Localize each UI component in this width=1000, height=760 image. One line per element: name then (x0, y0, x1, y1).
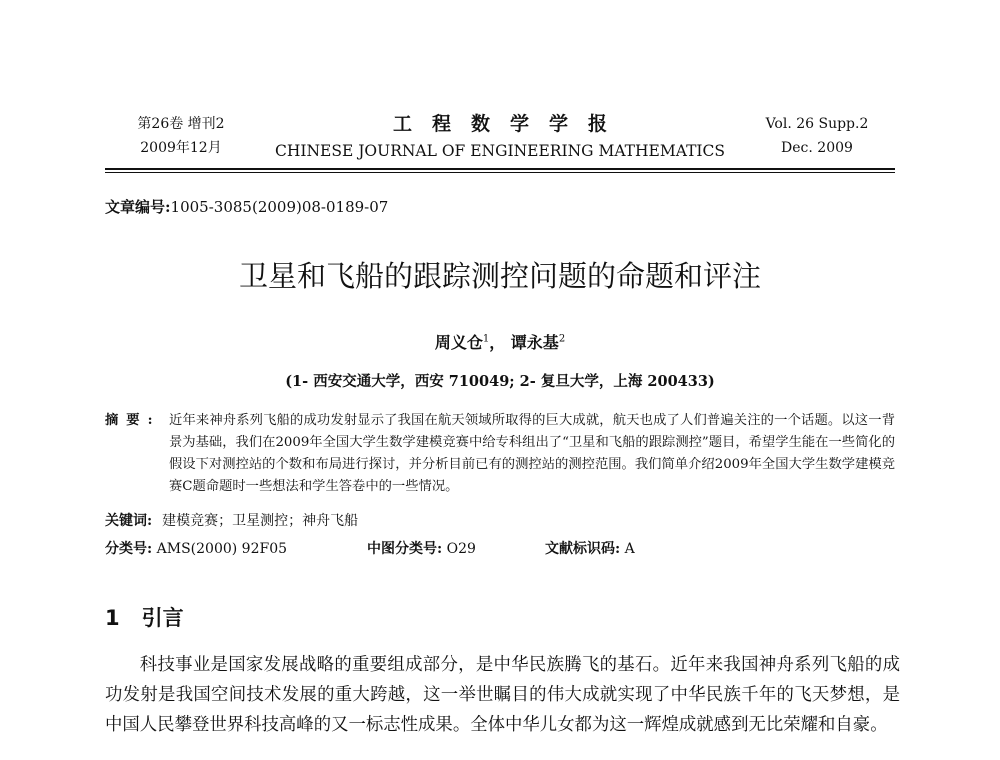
journal-title-cn: 工程数学学报 (392, 113, 627, 135)
section-number: 1 (105, 606, 120, 630)
abstract-label: 摘要: (105, 413, 161, 428)
affiliations: (1- 西安交通大学，西安 710049; 2- 复旦大学，上海 200433) (285, 373, 715, 390)
abstract (105, 410, 895, 498)
volume-issue: 第26卷 增刊2 (137, 116, 225, 132)
body-paragraph: 科技事业是国家发展战略的重要组成部分，是中华民族腾飞的基石。近年来我国神舟系列飞船的成功发射是我国空间技术发展的重大跨越，这一举世瞩目的伟大成就实现了中华民族千年的飞天梦想，是中国人民攀登世界科技高峰的又一标志性成果。全体中华儿女都为这一辉煌成就感到无比荣耀和自豪。 (105, 655, 900, 735)
doc-code-label: 文献标识码: (545, 541, 621, 557)
article-number-label: 文章编号: (105, 198, 171, 216)
issue-date: 2009年12月 (140, 140, 222, 156)
journal-header (105, 112, 895, 164)
abstract-text: 近年来神舟系列飞船的成功发射显示了我国在航天领域所取得的巨大成就，航天也成了人们普遍关注的一个话题。以这一背景为基础，我们在2009年全国大学生数学建模竞赛中给专科组出了“卫星和飞船的跟踪测控”题目，希望学生能在一些简化的假设下对测控站的个数和布局进行探讨，并分析目前已有的测控站的测控范围。我们简单介绍2009年全国大学生数学建模竞赛C题命题时一些想法和学生答卷中的一些情况。 (169, 413, 895, 494)
classification-label: 分类号: (105, 541, 153, 557)
journal-title-en: CHINESE JOURNAL OF ENGINEERING MATHEMATICS (274, 142, 726, 160)
author-affil-mark: 2 (558, 333, 566, 345)
doc-code-value: A (624, 541, 635, 557)
issue-info (121, 112, 241, 160)
classification-value: AMS(2000) 92F05 (156, 541, 288, 557)
author-affil-mark: 1 (482, 333, 490, 345)
article-number (105, 196, 388, 217)
keywords (105, 510, 358, 530)
author-name: 周义仓 (434, 333, 483, 352)
article-number-value: 1005-3085(2009)08-0189-07 (170, 198, 389, 216)
clc-value: O29 (446, 541, 476, 557)
journal-title-block (255, 112, 745, 164)
keywords-value: 建模竞赛；卫星测控；神舟飞船 (162, 513, 359, 529)
header-rule-thin (105, 172, 895, 173)
author-name: 谭永基 (510, 333, 559, 352)
classification-line (105, 538, 895, 560)
section-title: 引言 (141, 606, 184, 630)
body-text (105, 650, 900, 740)
volume-info-en (747, 112, 887, 160)
author-list (0, 330, 1000, 353)
paper-title: 卫星和飞船的跟踪测控问题的命题和评注 (238, 259, 761, 293)
keywords-label: 关键词: (105, 513, 153, 529)
section-heading (105, 602, 184, 632)
date-en: Dec. 2009 (781, 140, 853, 156)
volume-en: Vol. 26 Supp.2 (765, 116, 869, 132)
author-separator: ， (489, 333, 506, 352)
header-rule-thick (105, 168, 895, 170)
clc-label: 中图分类号: (367, 541, 443, 557)
